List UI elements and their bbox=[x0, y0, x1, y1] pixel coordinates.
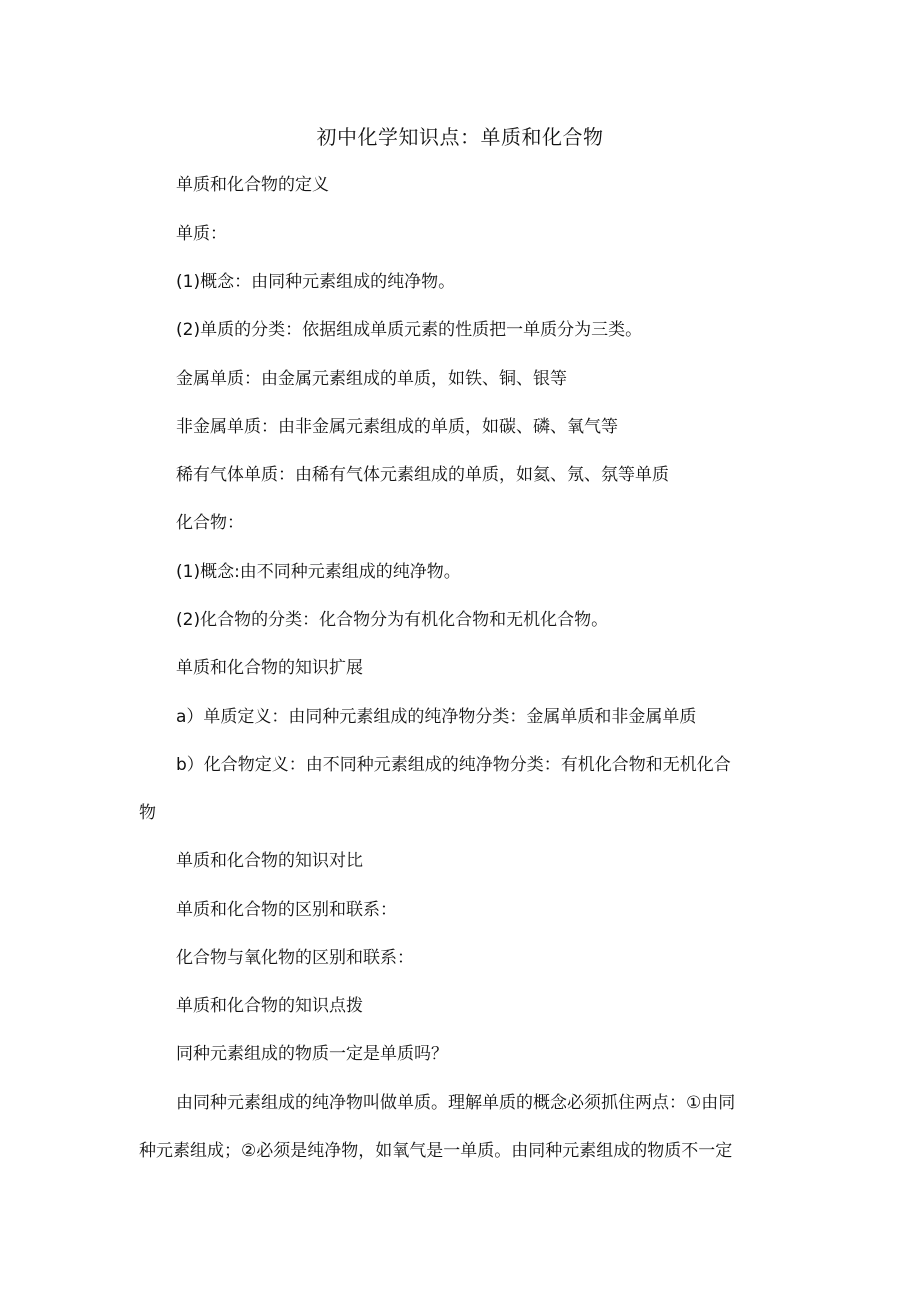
paragraph: (1)概念:由不同种元素组成的纯净物。 bbox=[176, 562, 461, 582]
paragraph-continuation: 种元素组成；②必须是纯净物，如氧气是一单质。由同种元素组成的物质不一定 bbox=[139, 1141, 733, 1161]
paragraph: b）化合物定义：由不同种元素组成的纯净物分类：有机化合物和无机化合 bbox=[176, 755, 731, 775]
paragraph: 化合物与氧化物的区别和联系： bbox=[176, 948, 414, 968]
paragraph: 由同种元素组成的纯净物叫做单质。理解单质的概念必须抓住两点：①由同 bbox=[176, 1093, 736, 1113]
paragraph: 单质和化合物的知识扩展 bbox=[176, 658, 363, 678]
paragraph-continuation: 物 bbox=[139, 803, 156, 823]
paragraph: 化合物： bbox=[176, 513, 244, 533]
paragraph: 单质和化合物的知识对比 bbox=[176, 851, 363, 871]
paragraph: 同种元素组成的物质一定是单质吗？ bbox=[176, 1044, 448, 1064]
paragraph: 稀有气体单质：由稀有气体元素组成的单质，如氦、氖、氛等单质 bbox=[176, 465, 669, 485]
paragraph: a）单质定义：由同种元素组成的纯净物分类：金属单质和非金属单质 bbox=[176, 707, 697, 727]
paragraph: (2)单质的分类：依据组成单质元素的性质把一单质分为三类。 bbox=[176, 320, 643, 340]
paragraph: 单质： bbox=[176, 224, 227, 244]
paragraph: 金属单质：由金属元素组成的单质，如铁、铜、银等 bbox=[176, 369, 567, 389]
paragraph: (1)概念：由同种元素组成的纯净物。 bbox=[176, 272, 456, 292]
paragraph: 单质和化合物的知识点拨 bbox=[176, 996, 363, 1016]
paragraph: 非金属单质：由非金属元素组成的单质，如碳、磷、氧气等 bbox=[176, 417, 618, 437]
paragraph: 单质和化合物的定义 bbox=[176, 175, 329, 195]
document-title: 初中化学知识点：单质和化合物 bbox=[316, 125, 604, 149]
paragraph: (2)化合物的分类：化合物分为有机化合物和无机化合物。 bbox=[176, 610, 609, 630]
paragraph: 单质和化合物的区别和联系： bbox=[176, 900, 397, 920]
